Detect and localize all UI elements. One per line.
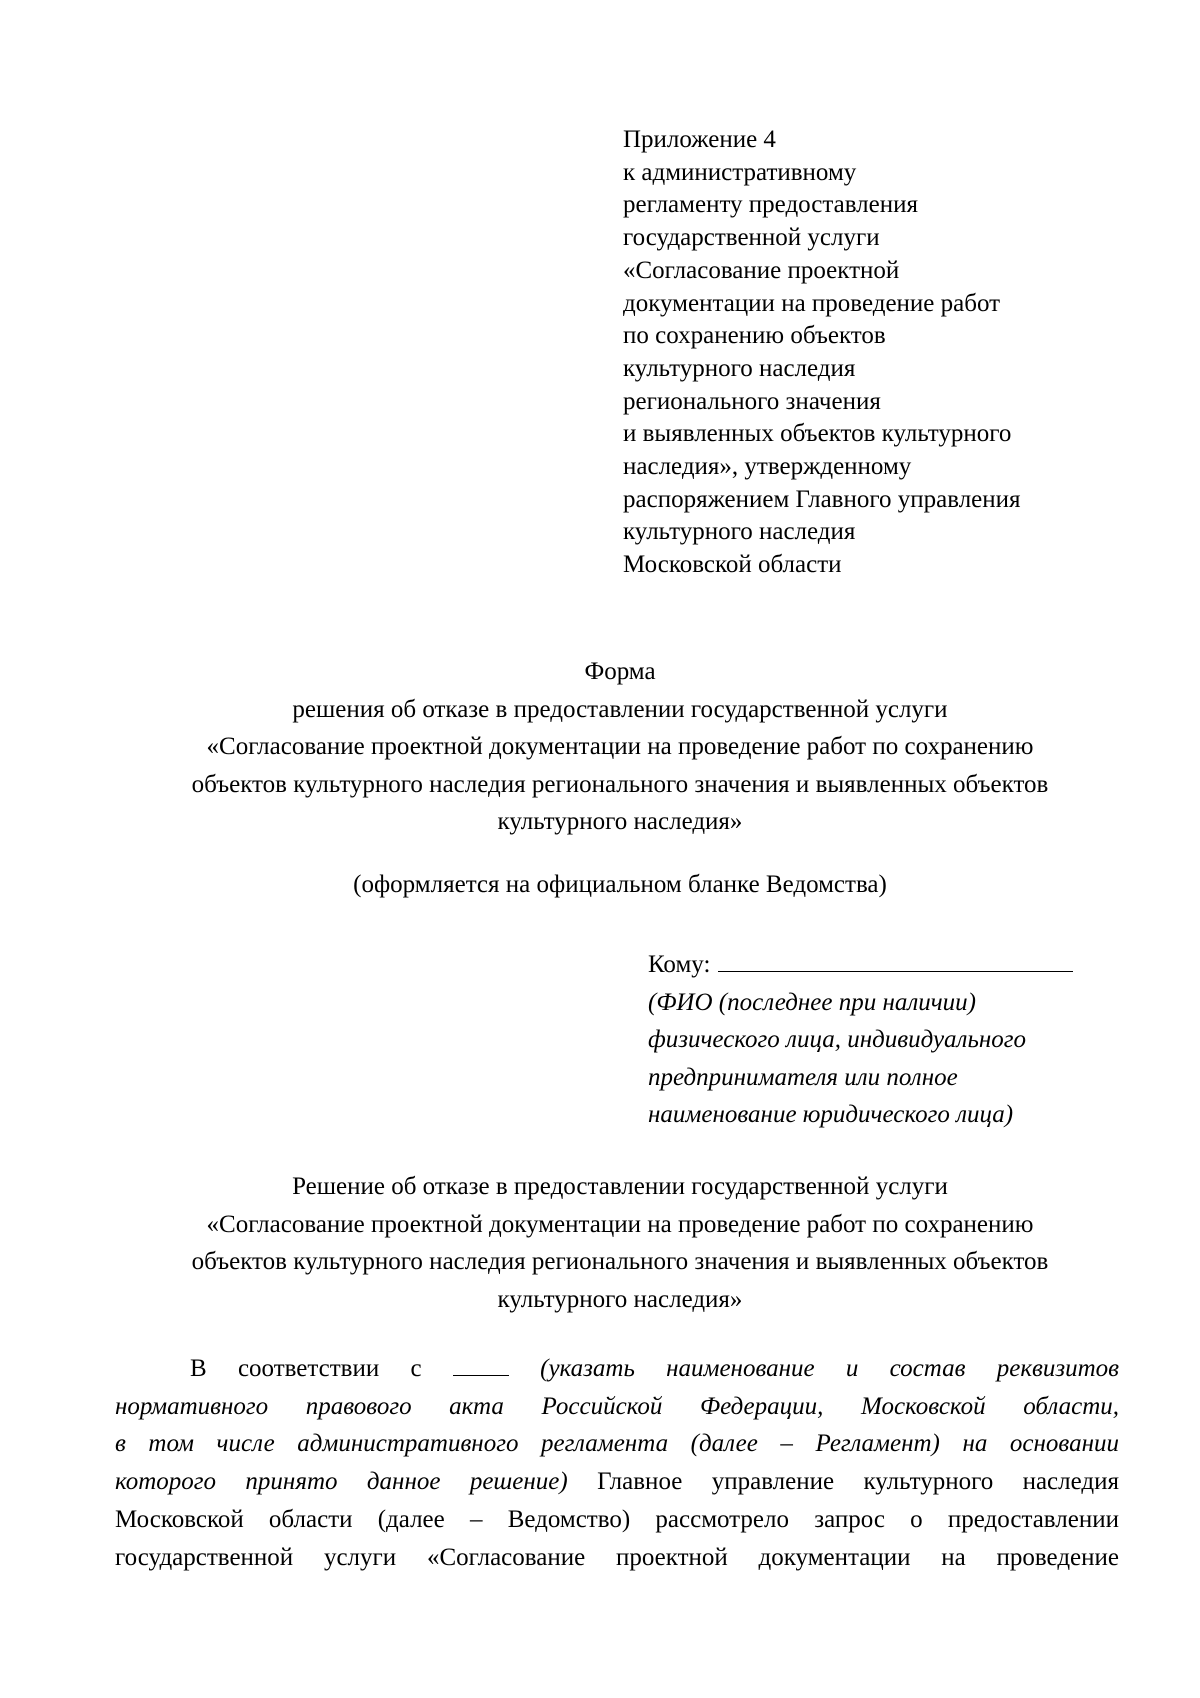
recipient-block xyxy=(648,946,1073,1134)
appendix-line: к административному xyxy=(623,158,857,186)
form-title-line: решения об отказе в предоставлении государственной услуги xyxy=(292,695,948,723)
recipient-name-field[interactable] xyxy=(718,949,1073,972)
appendix-line: Московской области xyxy=(623,551,842,579)
appendix-line: Приложение 4 xyxy=(623,126,776,153)
appendix-header xyxy=(623,124,1021,582)
appendix-line: «Согласование проектной xyxy=(623,256,900,284)
legal-act-blank-field[interactable] xyxy=(453,1355,509,1376)
appendix-line: государственной услуги xyxy=(623,224,880,252)
official-blank-note: (оформляется на официальном бланке Ведомства) xyxy=(353,871,887,898)
body-text-run: В соответствии с xyxy=(190,1355,422,1382)
recipient-label-line xyxy=(648,946,1073,984)
form-title-line: культурного наследия» xyxy=(497,808,743,835)
form-title-line: объектов культурного наследия регионального значения и выявленных объектов xyxy=(191,770,1049,798)
appendix-line: по сохранению объектов xyxy=(623,322,886,350)
decision-title-line: объектов культурного наследия регионального значения и выявленных объектов xyxy=(191,1248,1049,1275)
form-title-line: «Согласование проектной документации на проведение работ по сохранению xyxy=(206,733,1034,760)
body-line: государственной услуги «Согласование проектной документации на проведение xyxy=(115,1543,1119,1571)
appendix-line: культурного наследия xyxy=(623,518,856,546)
appendix-line: наследия», утвержденному xyxy=(623,453,912,481)
appendix-line: культурного наследия xyxy=(623,354,856,382)
decision-title-line: «Согласование проектной документации на проведение работ по сохранению xyxy=(206,1210,1034,1238)
body-line xyxy=(115,1463,1119,1501)
body-line: нормативного правового акта Российской Федерации, Московской области, xyxy=(115,1392,1119,1420)
appendix-line: распоряжением Главного управления xyxy=(623,485,1021,513)
appendix-line: регламенту предоставления xyxy=(623,191,919,219)
body-line xyxy=(115,1350,1119,1388)
recipient-hint-line: наименование юридического лица) xyxy=(648,1101,1014,1128)
form-title xyxy=(110,653,1130,841)
decision-title xyxy=(110,1168,1130,1318)
body-text-run: Главное управление культурного наследия xyxy=(597,1468,1119,1496)
decision-title-line: Решение об отказе в предоставлении государственной услуги xyxy=(292,1173,948,1200)
decision-title-line: культурного наследия» xyxy=(497,1285,743,1313)
recipient-label: Кому: xyxy=(648,951,711,978)
body-line: Московской области (далее – Ведомство) рассмотрело запрос о предоставлении xyxy=(115,1505,1119,1533)
appendix-line: и выявленных объектов культурного xyxy=(623,420,1012,448)
body-italic-run: которого принято данное решение) xyxy=(115,1468,568,1496)
form-title-line: Форма xyxy=(584,658,656,685)
appendix-line: регионального значения xyxy=(623,387,881,415)
recipient-hint-line: физического лица, индивидуального xyxy=(648,1026,1026,1053)
body-italic-run: (указать наименование и состав реквизитов xyxy=(540,1355,1120,1382)
body-paragraph xyxy=(115,1350,1119,1576)
body-line: в том числе административного регламента (далее – Регламент) на основании xyxy=(115,1430,1119,1458)
recipient-hint-line: предпринимателя или полное xyxy=(648,1063,958,1091)
appendix-line: документации на проведение работ xyxy=(623,289,1001,317)
recipient-hint-line: (ФИО (последнее при наличии) xyxy=(648,988,977,1016)
